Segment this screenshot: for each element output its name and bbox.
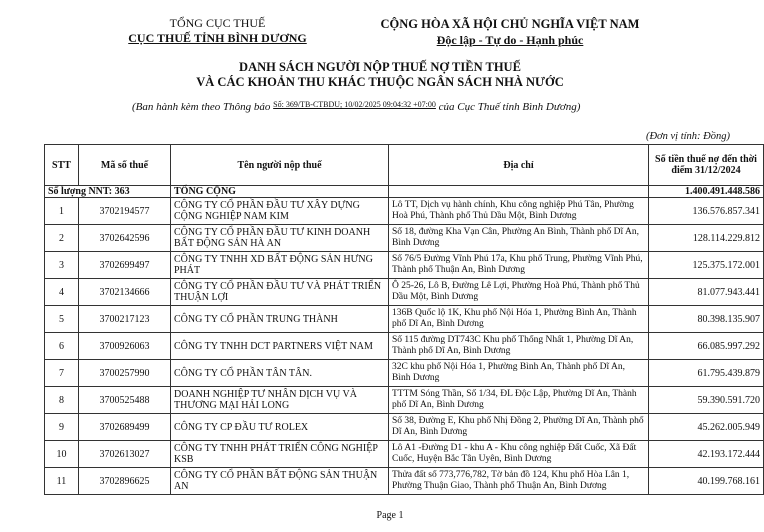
cell-debt-amount: 61.795.439.879: [649, 360, 764, 387]
cell-tax-code: 3700257990: [79, 360, 171, 387]
digital-stamp: Số: 369/TB-CTBDU; 10/02/2025 09:04:32 +07:00: [273, 100, 436, 109]
issuance-suffix: của Cục Thuế tỉnh Bình Dương): [438, 101, 581, 113]
cell-taxpayer-name: CÔNG TY CỔ PHẦN BẤT ĐỘNG SẢN THUẬN AN: [171, 468, 389, 495]
header-tax-code: Mã số thuế: [79, 145, 171, 186]
cell-taxpayer-name: CÔNG TY CỔ PHẦN ĐẦU TƯ VÀ PHÁT TRIỂN THUẬN LỢI: [171, 279, 389, 306]
cell-address: 32C khu phố Nội Hóa 1, Phường Bình An, Thành phố Dĩ An, Bình Dương: [389, 360, 649, 387]
cell-stt: 7: [45, 360, 79, 387]
cell-address: 136B Quốc lộ 1K, Khu phố Nội Hóa 1, Phường Bình An, Thành phố Dĩ An, Bình Dương: [389, 306, 649, 333]
page-number: Page 1: [376, 510, 404, 521]
cell-debt-amount: 45.262.005.949: [649, 414, 764, 441]
cell-stt: 9: [45, 414, 79, 441]
table-row: [45, 360, 764, 387]
table-row: [45, 468, 764, 495]
cell-address: Số 76/5 Đường Vĩnh Phú 17a, Khu phố Trung, Phường Vĩnh Phú, Thành phố Thuận An, Bình Dương: [389, 252, 649, 279]
header-taxpayer-name: Tên người nộp thuế: [171, 145, 389, 186]
cell-stt: 11: [45, 468, 79, 495]
cell-address: TTTM Sóng Thần, Số 1/34, ĐL Độc Lập, Phường Dĩ An, Thành phố Dĩ An, Bình Dương: [389, 387, 649, 414]
national-motto: Độc lập - Tự do - Hạnh phúc: [436, 33, 584, 47]
cell-stt: 10: [45, 441, 79, 468]
cell-tax-code: 3700525488: [79, 387, 171, 414]
cell-stt: 6: [45, 333, 79, 360]
cell-tax-code: 3702194577: [79, 198, 171, 225]
cell-address: Lô TT, Dịch vụ hành chính, Khu công nghiệp Phú Tân, Phường Hoà Phú, Thành phố Thủ Dầu Một, Bình Dương: [389, 198, 649, 225]
cell-taxpayer-name: CÔNG TY CP ĐẦU TƯ ROLEX: [171, 414, 389, 441]
cell-address: Số 18, đường Kha Vạn Cân, Phường An Bình, Thành phố Dĩ An, Bình Dương: [389, 225, 649, 252]
cell-stt: 8: [45, 387, 79, 414]
cell-debt-amount: 66.085.997.292: [649, 333, 764, 360]
cell-address: Ô 25-26, Lô B, Đường Lê Lợi, Phường Hoà Phú, Thành phố Thủ Dầu Một, Bình Dương: [389, 279, 649, 306]
cell-taxpayer-name: CÔNG TY TNHH PHÁT TRIỂN CÔNG NGHIỆP KSB: [171, 441, 389, 468]
taxpayer-debt-table: [44, 144, 764, 495]
table-row: [45, 333, 764, 360]
cell-taxpayer-name: DOANH NGHIỆP TƯ NHÂN DỊCH VỤ VÀ THƯƠNG MẠI HẢI LONG: [171, 387, 389, 414]
table-row: [45, 414, 764, 441]
cell-debt-amount: 80.398.135.907: [649, 306, 764, 333]
cell-taxpayer-name: CÔNG TY CỔ PHẦN TÂN TÂN.: [171, 360, 389, 387]
cell-tax-code: 3700217123: [79, 306, 171, 333]
table-row: [45, 441, 764, 468]
cell-tax-code: 3702689499: [79, 414, 171, 441]
table-row: [45, 252, 764, 279]
cell-stt: 5: [45, 306, 79, 333]
header-stt: STT: [45, 145, 79, 186]
cell-stt: 3: [45, 252, 79, 279]
table-row: [45, 225, 764, 252]
cell-taxpayer-name: CÔNG TY CỔ PHẦN ĐẦU TƯ KINH DOANH BẤT ĐỘNG SẢN HÀ AN: [171, 225, 389, 252]
cell-address: Lô A1 -Đường D1 - khu A - Khu công nghiệp Đất Cuốc, Xã Đất Cuốc, Huyện Bắc Tân Uyên, Bình Dương: [389, 441, 649, 468]
cell-debt-amount: 136.576.857.341: [649, 198, 764, 225]
agency-header: [110, 16, 325, 46]
cell-stt: 2: [45, 225, 79, 252]
issuance-prefix: (Ban hành kèm theo Thông báo: [132, 101, 271, 113]
cell-debt-amount: 81.077.943.441: [649, 279, 764, 306]
cell-debt-amount: 128.114.229.812: [649, 225, 764, 252]
document-title: [150, 60, 610, 90]
cell-address: Thửa đất số 773,776,782, Tờ bản đồ 124, Khu phố Hòa Lân 1, Phường Thuận Giao, Thành phố Thuận An, Bình Dương: [389, 468, 649, 495]
country-name: CỘNG HÒA XÃ HỘI CHỦ NGHĨA VIỆT NAM: [380, 17, 640, 31]
cell-tax-code: 3702699497: [79, 252, 171, 279]
cell-stt: 1: [45, 198, 79, 225]
cell-tax-code: 3702896625: [79, 468, 171, 495]
national-header: [360, 16, 660, 48]
cell-tax-code: 3702642596: [79, 225, 171, 252]
cell-address: Số 115 đường DT743C Khu phố Thống Nhất 1, Phường Dĩ An, Thành phố Dĩ An, Bình Dương: [389, 333, 649, 360]
header-address: Địa chỉ: [389, 145, 649, 186]
cell-debt-amount: 42.193.172.444: [649, 441, 764, 468]
taxpayer-count: Số lượng NNT: 363: [45, 186, 171, 198]
total-address-cell: [389, 186, 649, 198]
cell-tax-code: 3700926063: [79, 333, 171, 360]
cell-tax-code: 3702613027: [79, 441, 171, 468]
title-line-1: DANH SÁCH NGƯỜI NỘP THUẾ NỢ TIỀN THUẾ: [239, 60, 521, 74]
title-line-2: VÀ CÁC KHOẢN THU KHÁC THUỘC NGÂN SÁCH NHÀ NƯỚC: [196, 75, 564, 89]
cell-taxpayer-name: CÔNG TY CỔ PHẦN ĐẦU TƯ XÂY DỰNG CỘNG NGHIỆP NAM KIM: [171, 198, 389, 225]
cell-debt-amount: 40.199.768.161: [649, 468, 764, 495]
total-label: TỔNG CỘNG: [171, 186, 389, 198]
cell-tax-code: 3702134666: [79, 279, 171, 306]
table-row: [45, 198, 764, 225]
agency-name: CỤC THUẾ TỈNH BÌNH DƯƠNG: [128, 31, 307, 45]
cell-taxpayer-name: CÔNG TY TNHH DCT PARTNERS VIỆT NAM: [171, 333, 389, 360]
table-row: [45, 306, 764, 333]
cell-taxpayer-name: CÔNG TY TNHH XD BẤT ĐỘNG SẢN HƯNG PHÁT: [171, 252, 389, 279]
agency-parent: TỔNG CỤC THUẾ: [169, 16, 266, 30]
cell-debt-amount: 59.390.591.720: [649, 387, 764, 414]
cell-taxpayer-name: CÔNG TY CỔ PHẦN TRUNG THÀNH: [171, 306, 389, 333]
cell-address: Số 38, Đường E, Khu phố Nhị Đồng 2, Phường Dĩ An, Thành phố Dĩ An, Bình Dương: [389, 414, 649, 441]
total-amount: 1.400.491.448.586: [649, 186, 764, 198]
header-debt-amount: Số tiền thuế nợ đến thời điểm 31/12/2024: [649, 145, 764, 186]
currency-unit: (Đơn vị tính: Đồng): [645, 131, 730, 142]
table-header-row: [45, 145, 764, 186]
issuance-note: [132, 101, 672, 113]
cell-debt-amount: 125.375.172.001: [649, 252, 764, 279]
total-row: [45, 186, 764, 198]
table-row: [45, 387, 764, 414]
cell-stt: 4: [45, 279, 79, 306]
table-row: [45, 279, 764, 306]
